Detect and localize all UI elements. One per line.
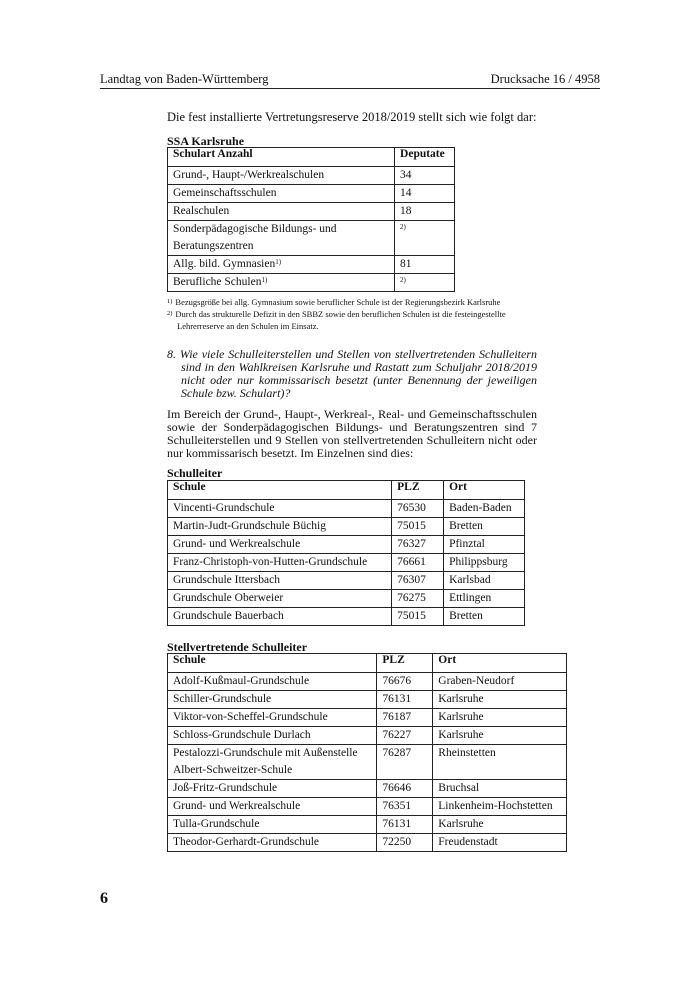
stellvertretende-plz-cell: 72250: [377, 834, 433, 852]
schulart-text: Gemeinschaftsschulen: [173, 187, 277, 199]
stellvertretende-table-header: [168, 654, 567, 673]
stellvertretende-ort-cell: Karlsruhe: [433, 691, 567, 709]
table-row: [168, 221, 455, 256]
ssa-schulart-cell: [168, 203, 395, 221]
stellvertretende-schule-cell: Theodor-Gerhardt-Grundschule: [168, 834, 377, 852]
ssa-header-deputate: Deputate: [395, 148, 455, 167]
stellvertretende-schule-cell: Tulla-Grundschule: [168, 816, 377, 834]
stellvertretende-table-title: Stellvertretende Schulleiter: [167, 640, 308, 654]
ssa-deputate-cell: [395, 256, 455, 274]
stellvertretende-ort-cell: Freudenstadt: [433, 834, 567, 852]
ssa-header-schulart: Schulart Anzahl: [168, 148, 395, 167]
table-row: [168, 608, 525, 626]
ssa-schulart-cell: [168, 221, 395, 256]
stellvertretende-schule-cell: Adolf-Kußmaul-Grundschule: [168, 673, 377, 691]
table-row: [168, 798, 567, 816]
ssa-table-title: SSA Karlsruhe: [167, 134, 245, 148]
page-number: 6: [100, 890, 108, 907]
footnote-item: [167, 308, 539, 332]
stellvertretende-schule-cell: Pestalozzi-Grundschule mit Außenstelle Albert-Schweitzer-Schule: [168, 745, 377, 780]
ssa-deputate-cell: [395, 274, 455, 292]
footnote-text: Durch das strukturelle Defizit in den SBBZ sowie den beruflichen Schulen ist die festeingestellte Lehrerreserve an den Schulen im Einsatz.: [175, 309, 506, 331]
stellvertretende-plz-cell: 76646: [377, 780, 433, 798]
stellvertretende-ort-cell: Bruchsal: [433, 780, 567, 798]
schulleiter-header-plz: PLZ: [392, 481, 444, 500]
question-8: [167, 348, 537, 400]
ssa-deputate-cell: [395, 221, 455, 256]
stellvertretende-schule-cell: Viktor-von-Scheffel-Grundschule: [168, 709, 377, 727]
footnote-number: 2): [167, 310, 173, 317]
schulleiter-schule-cell: Grund- und Werkrealschule: [168, 536, 392, 554]
footnotes: [167, 296, 539, 332]
stellvertretende-ort-cell: Karlsruhe: [433, 816, 567, 834]
ssa-deputate-cell: [395, 167, 455, 185]
footnote-item: [167, 296, 539, 308]
question-text: 8. Wie viele Schulleiterstellen und Stellen von stellvertretenden Schulleitern sind in den Wahlkreisen Karlsruhe und Rastatt zum Schuljahr 2018/2019 nicht oder nur kommissarisch besetzt (unter Benennung der jeweiligen Schule bzw. Schulart)?: [167, 347, 537, 400]
schulleiter-plz-cell: 75015: [392, 608, 444, 626]
schulleiter-plz-cell: 76307: [392, 572, 444, 590]
table-row: [168, 727, 567, 745]
schulleiter-plz-cell: 76327: [392, 536, 444, 554]
stellvertretende-table: [167, 653, 567, 852]
header-title: Landtag von Baden-Württemberg: [100, 72, 269, 86]
stellvertretende-plz-cell: 76131: [377, 816, 433, 834]
footnote-marker: 1): [275, 258, 282, 266]
schulleiter-table-title: Schulleiter: [167, 466, 223, 480]
schulart-text: Realschulen: [173, 205, 230, 217]
schulleiter-ort-cell: Baden-Baden: [444, 500, 525, 518]
table-row: [168, 203, 455, 221]
schulleiter-schule-cell: Vincenti-Grundschule: [168, 500, 392, 518]
table-row: [168, 554, 525, 572]
stellvertretende-schule-cell: Grund- und Werkrealschule: [168, 798, 377, 816]
footnote-marker: 1): [261, 276, 268, 284]
schulleiter-ort-cell: Bretten: [444, 608, 525, 626]
schulleiter-plz-cell: 76275: [392, 590, 444, 608]
schulleiter-plz-cell: 75015: [392, 518, 444, 536]
deputate-value: 81: [400, 258, 412, 270]
table-row: [168, 500, 525, 518]
ssa-table: [167, 147, 455, 292]
schulart-text: Berufliche Schulen: [173, 276, 262, 288]
stellvertretende-schule-cell: Joß-Fritz-Grundschule: [168, 780, 377, 798]
schulleiter-header-schule: Schule: [168, 481, 392, 500]
schulleiter-ort-cell: Ettlingen: [444, 590, 525, 608]
ssa-schulart-cell: [168, 167, 395, 185]
stellvertretende-plz-cell: 76351: [377, 798, 433, 816]
deputate-value: 18: [400, 205, 412, 217]
schulleiter-ort-cell: Pfinztal: [444, 536, 525, 554]
ssa-deputate-cell: [395, 185, 455, 203]
deputate-value: 34: [400, 169, 412, 181]
schulleiter-ort-cell: Bretten: [444, 518, 525, 536]
table-row: [168, 673, 567, 691]
stellvertretende-plz-cell: 76131: [377, 691, 433, 709]
stellvertretende-plz-cell: 76227: [377, 727, 433, 745]
schulart-text: Grund-, Haupt-/Werkrealschulen: [173, 169, 325, 181]
schulleiter-schule-cell: Franz-Christoph-von-Hutten-Grundschule: [168, 554, 392, 572]
schulleiter-table: [167, 480, 525, 626]
footnote-marker: 2): [400, 276, 406, 284]
table-row: [168, 274, 455, 292]
schulleiter-ort-cell: Karlsbad: [444, 572, 525, 590]
table-row: [168, 167, 455, 185]
table-row: [168, 590, 525, 608]
ssa-deputate-cell: [395, 203, 455, 221]
table-row: [168, 518, 525, 536]
stellvertretende-plz-cell: 76187: [377, 709, 433, 727]
schulleiter-schule-cell: Grundschule Ittersbach: [168, 572, 392, 590]
stellvertretende-header-schule: Schule: [168, 654, 377, 673]
deputate-value: 14: [400, 187, 412, 199]
table-row: [168, 691, 567, 709]
table-row: [168, 834, 567, 852]
stellvertretende-ort-cell: Karlsruhe: [433, 709, 567, 727]
stellvertretende-schule-cell: Schiller-Grundschule: [168, 691, 377, 709]
table-row: [168, 816, 567, 834]
stellvertretende-plz-cell: 76287: [377, 745, 433, 780]
intro-text: Die fest installierte Vertretungsreserve 2018/2019 stellt sich wie folgt dar:: [167, 110, 537, 124]
table-row: [168, 572, 525, 590]
stellvertretende-plz-cell: 76676: [377, 673, 433, 691]
schulleiter-ort-cell: Philippsburg: [444, 554, 525, 572]
stellvertretende-schule-cell: Schloss-Grundschule Durlach: [168, 727, 377, 745]
schulleiter-plz-cell: 76661: [392, 554, 444, 572]
stellvertretende-ort-cell: Graben-Neudorf: [433, 673, 567, 691]
ssa-table-header: [168, 148, 455, 167]
stellvertretende-ort-cell: Rheinstetten: [433, 745, 567, 780]
schulleiter-schule-cell: Grundschule Oberweier: [168, 590, 392, 608]
table-row: [168, 536, 525, 554]
stellvertretende-ort-cell: Linkenheim-Hochstetten: [433, 798, 567, 816]
schulleiter-schule-cell: Martin-Judt-Grundschule Büchig: [168, 518, 392, 536]
header-document-number: Drucksache 16 / 4958: [490, 72, 600, 86]
table-row: [168, 780, 567, 798]
footnote-marker: 2): [400, 223, 406, 231]
schulleiter-header-ort: Ort: [444, 481, 525, 500]
schulleiter-table-header: [168, 481, 525, 500]
schulart-text: Sonderpädagogische Bildungs- und Beratungszentren: [173, 223, 337, 252]
table-row: [168, 185, 455, 203]
table-row: [168, 745, 567, 780]
ssa-schulart-cell: [168, 185, 395, 203]
ssa-schulart-cell: [168, 256, 395, 274]
schulleiter-schule-cell: Grundschule Bauerbach: [168, 608, 392, 626]
header-divider: [100, 88, 600, 89]
footnote-number: 1): [167, 298, 173, 305]
answer-text: Im Bereich der Grund-, Haupt-, Werkreal-, Real- und Gemeinschaftsschulen sowie der Sonderpädagogischen Bildungs- und Beratungszentren sind 7 Schulleiterstellen und 9 Stellen von stellvertretenden Schulleitern nicht oder nur kommissarisch besetzt. Im Einzelnen sind dies:: [167, 407, 537, 460]
schulleiter-plz-cell: 76530: [392, 500, 444, 518]
stellvertretende-header-ort: Ort: [433, 654, 567, 673]
table-row: [168, 256, 455, 274]
schulart-text: Allg. bild. Gymnasien: [173, 258, 276, 270]
stellvertretende-header-plz: PLZ: [377, 654, 433, 673]
ssa-schulart-cell: [168, 274, 395, 292]
table-row: [168, 709, 567, 727]
stellvertretende-ort-cell: Karlsruhe: [433, 727, 567, 745]
footnote-text: Bezugsgröße bei allg. Gymnasium sowie beruflicher Schule ist der Regierungsbezirk Karlsruhe: [175, 297, 501, 307]
